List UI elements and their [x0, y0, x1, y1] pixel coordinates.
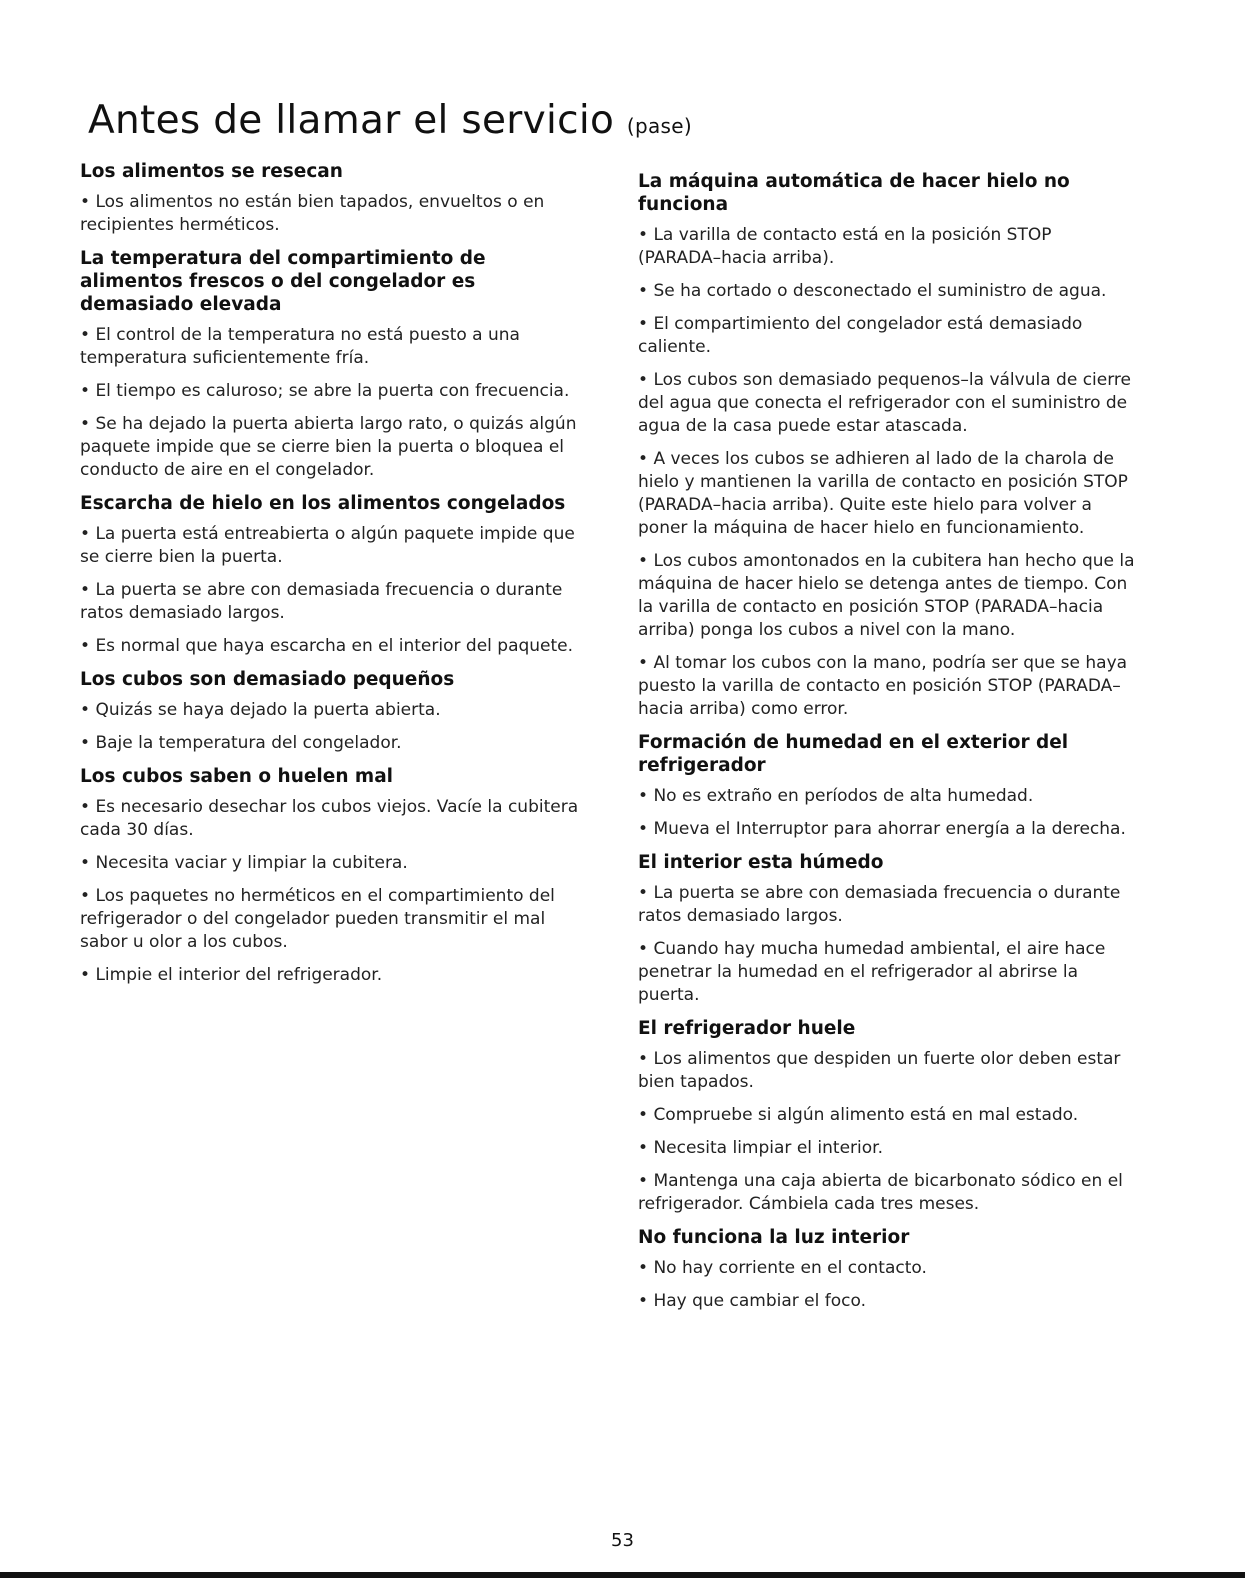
list-item: • Mantenga una caja abierta de bicarbonato sódico en el refrigerador. Cámbiela cada tres meses. — [638, 1170, 1138, 1216]
section-heading: Los alimentos se resecan — [80, 161, 343, 182]
list-item: • Compruebe si algún alimento está en mal estado. — [638, 1104, 1138, 1127]
section-high-temperature — [80, 247, 580, 482]
section-heading: Los cubos son demasiado pequeños — [80, 669, 455, 690]
section-heading: Los cubos saben o huelen mal — [80, 766, 394, 787]
section-interior-humid — [638, 851, 1138, 1007]
list-item: • Se ha cortado o desconectado el suministro de agua. — [638, 280, 1138, 303]
section-frost-on-food — [80, 492, 580, 658]
section-dry-food — [80, 160, 580, 237]
section-interior-light — [638, 1226, 1138, 1313]
list-item: • Limpie el interior del refrigerador. — [80, 964, 580, 987]
list-item: • Mueva el Interruptor para ahorrar energía a la derecha. — [638, 818, 1138, 841]
list-item: • Necesita limpiar el interior. — [638, 1137, 1138, 1160]
list-item: • No es extraño en períodos de alta humedad. — [638, 785, 1138, 808]
page-title — [88, 98, 692, 143]
page-title-suffix: (pase) — [626, 114, 692, 138]
list-item: • Los cubos amontonados en la cubitera han hecho que la máquina de hacer hielo se detenga antes de tiempo. Con la varilla de contacto en posición STOP (PARADA–hacia arriba) ponga los cubos a nivel con la mano. — [638, 550, 1138, 642]
section-heading: No funciona la luz interior — [638, 1227, 910, 1248]
bottom-border — [0, 1572, 1245, 1578]
section-heading: El refrigerador huele — [638, 1018, 856, 1039]
list-item: • El tiempo es caluroso; se abre la puerta con frecuencia. — [80, 380, 580, 403]
list-item: • No hay corriente en el contacto. — [638, 1257, 1138, 1280]
list-item: • Necesita vaciar y limpiar la cubitera. — [80, 852, 580, 875]
section-heading: Escarcha de hielo en los alimentos congelados — [80, 493, 566, 514]
left-column — [80, 160, 580, 997]
section-refrigerator-odor — [638, 1017, 1138, 1216]
list-item: • Es necesario desechar los cubos viejos. Vacíe la cubitera cada 30 días. — [80, 796, 580, 842]
list-item: • Es normal que haya escarcha en el interior del paquete. — [80, 635, 580, 658]
section-exterior-moisture — [638, 731, 1138, 841]
list-item: • Al tomar los cubos con la mano, podría ser que se haya puesto la varilla de contacto en posición STOP (PARADA–hacia arriba) como error. — [638, 652, 1138, 721]
section-heading: La máquina automática de hacer hielo no funciona — [638, 171, 1070, 215]
section-heading: La temperatura del compartimiento de alimentos frescos o del congelador es demasiado elevada — [80, 248, 486, 315]
list-item: • La puerta se abre con demasiada frecuencia o durante ratos demasiado largos. — [638, 882, 1138, 928]
section-small-cubes — [80, 668, 580, 755]
list-item: • Baje la temperatura del congelador. — [80, 732, 580, 755]
section-heading: Formación de humedad en el exterior del refrigerador — [638, 732, 1069, 776]
list-item: • La puerta se abre con demasiada frecuencia o durante ratos demasiado largos. — [80, 579, 580, 625]
section-cube-taste-odor — [80, 765, 580, 987]
list-item: • Cuando hay mucha humedad ambiental, el aire hace penetrar la humedad en el refrigerador al abrirse la puerta. — [638, 938, 1138, 1007]
list-item: • Se ha dejado la puerta abierta largo rato, o quizás algún paquete impide que se cierre bien la puerta o bloquea el conducto de aire en el congelador. — [80, 413, 580, 482]
list-item: • Los cubos son demasiado pequenos–la válvula de cierre del agua que conecta el refrigerador con el suministro de agua de la casa puede estar atascada. — [638, 369, 1138, 438]
list-item: • Los paquetes no herméticos en el compartimiento del refrigerador o del congelador pueden transmitir el mal sabor u olor a los cubos. — [80, 885, 580, 954]
list-item: • La puerta está entreabierta o algún paquete impide que se cierre bien la puerta. — [80, 523, 580, 569]
list-item: • La varilla de contacto está en la posición STOP (PARADA–hacia arriba). — [638, 224, 1138, 270]
right-column — [638, 170, 1138, 1323]
list-item: • El control de la temperatura no está puesto a una temperatura suficientemente fría. — [80, 324, 580, 370]
page-title-text: Antes de llamar el servicio — [88, 98, 615, 143]
page-number: 53 — [611, 1530, 634, 1551]
list-item: • El compartimiento del congelador está demasiado caliente. — [638, 313, 1138, 359]
list-item: • A veces los cubos se adhieren al lado de la charola de hielo y mantienen la varilla de contacto en posición STOP (PARADA–hacia arriba). Quite este hielo para volver a poner la máquina de hacer hielo en funcionamiento. — [638, 448, 1138, 540]
list-item: • Hay que cambiar el foco. — [638, 1290, 1138, 1313]
list-item: • Quizás se haya dejado la puerta abierta. — [80, 699, 580, 722]
section-icemaker — [638, 170, 1138, 721]
list-item: • Los alimentos que despiden un fuerte olor deben estar bien tapados. — [638, 1048, 1138, 1094]
list-item: • Los alimentos no están bien tapados, envueltos o en recipientes herméticos. — [80, 191, 580, 237]
section-heading: El interior esta húmedo — [638, 852, 884, 873]
